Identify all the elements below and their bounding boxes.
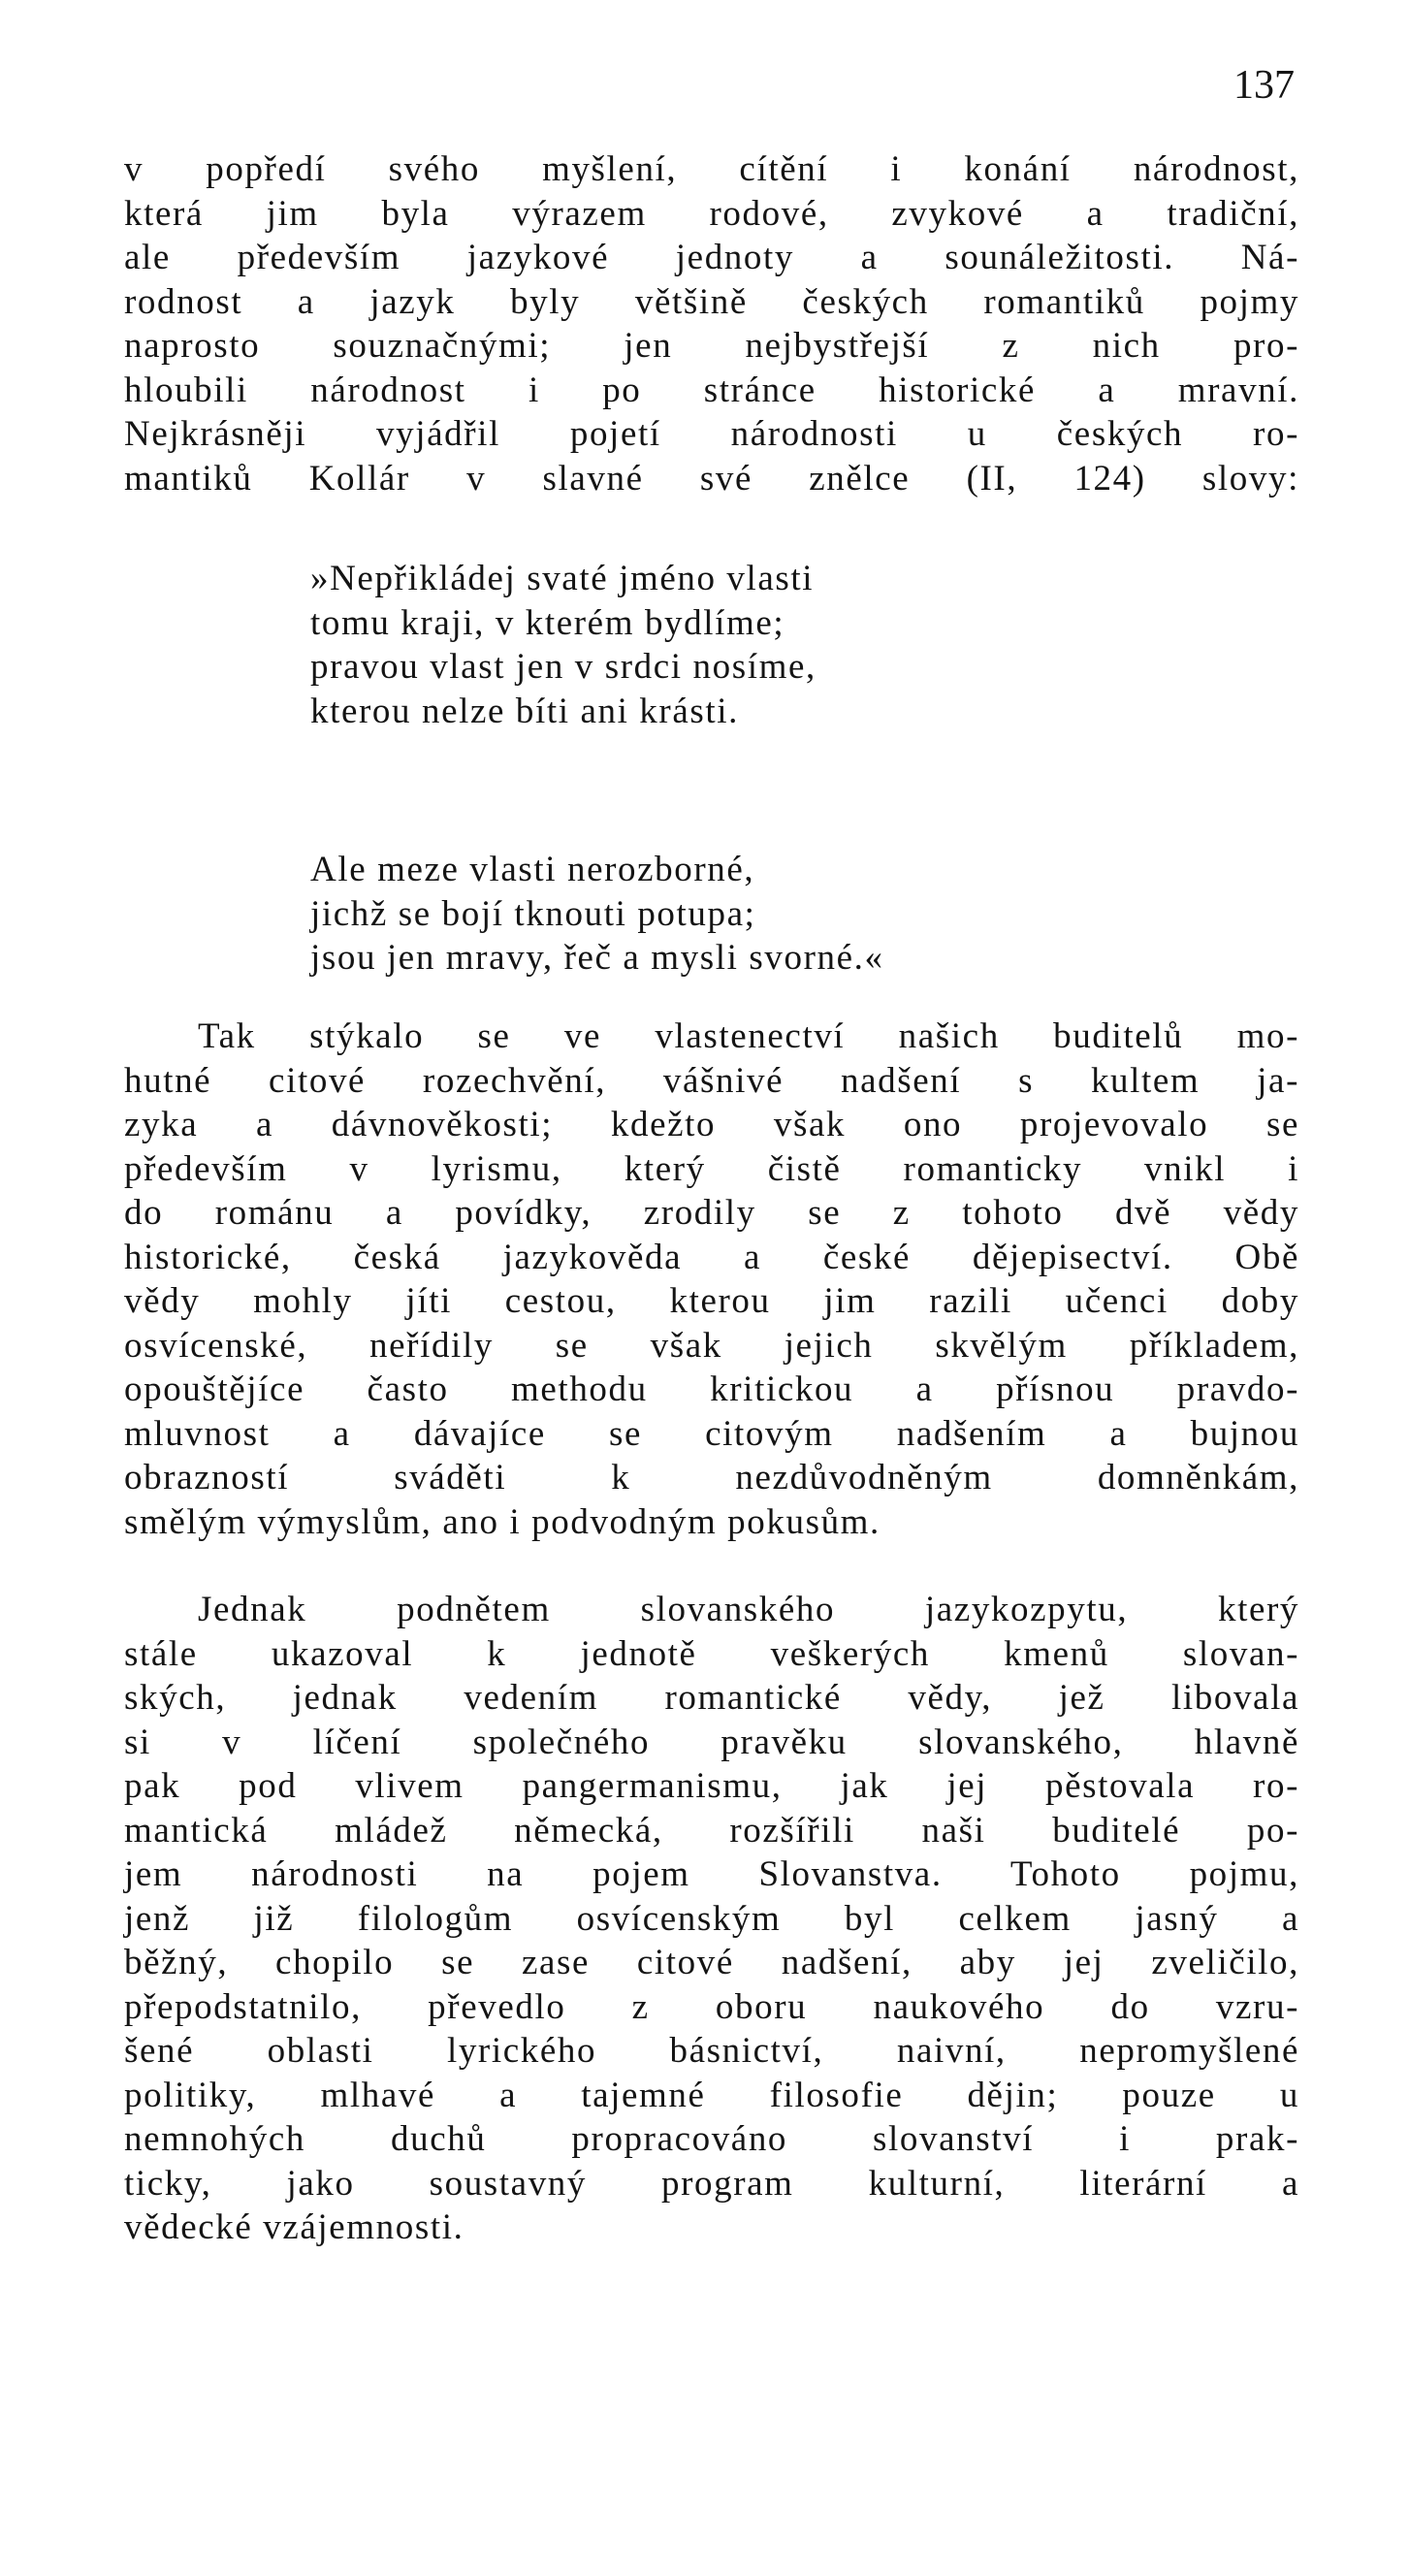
text-line: si v líčení společného pravěku slovanského, hlavně (124, 1722, 1299, 1762)
text-line: mantická mládež německá, rozšířili naši buditelé po- (124, 1810, 1299, 1851)
verse-stanza-1 (310, 557, 1183, 733)
text-line: Nejkrásněji vyjádřil pojetí národnosti u českých ro- (124, 414, 1299, 454)
text-line: přepodstatnilo, převedlo z oboru naukového do vzru- (124, 1986, 1299, 2027)
text-line: Jednak podnětem slovanského jazykozpytu, který (198, 1590, 1299, 1629)
verse-line: pravou vlast jen v srdci nosíme, (310, 647, 817, 687)
text-line: šené oblasti lyrického básnictví, naivní, nepromyšlené (124, 2031, 1299, 2071)
text-line: ticky, jako soustavný program kulturní, literární a (124, 2163, 1299, 2204)
verse-line: Ale meze vlasti nerozborné, (310, 850, 755, 889)
verse-line: tomu kraji, v kterém bydlíme; (310, 602, 785, 643)
verse-stanza-2 (310, 848, 1183, 981)
text-line: opouštějíce často methodu kritickou a přísnou pravdo- (124, 1369, 1299, 1409)
page-number: 137 (1233, 63, 1295, 108)
text-line: která jim byla výrazem rodové, zvykové a tradiční, (124, 193, 1299, 234)
text-line: zyka a dávnověkosti; kdežto však ono projevovalo se (124, 1105, 1299, 1144)
paragraph-2 (124, 1014, 1299, 1544)
text-line: naprosto souznačnými; jen nejbystřejší z nich pro- (124, 326, 1299, 366)
text-line: historické, česká jazykověda a české dějepisectví. Obě (124, 1237, 1299, 1277)
text-line: nemnohých duchů propracováno slovanství i prak- (124, 2119, 1299, 2159)
text-line: jem národnosti na pojem Slovanstva. Tohoto pojmu, (124, 1854, 1299, 1894)
text-line: především v lyrismu, který čistě romanticky vnikl i (124, 1148, 1299, 1189)
text-line: obrazností sváděti k nezdůvodněným domněnkám, (124, 1458, 1299, 1497)
verse-line: kterou nelze bíti ani krásti. (310, 691, 739, 731)
text-line: v popředí svého myšlení, cítění i konání národnost, (124, 149, 1299, 189)
paragraph-3 (124, 1588, 1299, 2250)
text-line: politiky, mlhavé a tajemné filosofie dějin; pouze u (124, 2075, 1299, 2115)
text-line: ských, jednak vedením romantické vědy, jež libovala (124, 1678, 1299, 1718)
text-line: vědy mohly jíti cestou, kterou jim razili učenci doby (124, 1281, 1299, 1321)
text-line: mluvnost a dávajíce se citovým nadšením a bujnou (124, 1413, 1299, 1454)
text-line: smělým výmyslům, ano i podvodným pokusům. (124, 1501, 881, 1542)
text-line: jenž již filologům osvícenským byl celkem jasný a (124, 1898, 1299, 1939)
text-line: běžný, chopilo se zase citové nadšení, aby jej zveličilo, (124, 1943, 1299, 1982)
text-line: ale především jazykové jednoty a sounáležitosti. Ná- (124, 238, 1299, 277)
verse-line: jsou jen mravy, řeč a mysli svorné.« (310, 938, 884, 978)
verse-line: »Nepřikládej svaté jméno vlasti (310, 559, 815, 598)
text-line: pak pod vlivem pangermanismu, jak jej pěstovala ro- (124, 1766, 1299, 1806)
text-line: vědecké vzájemnosti. (124, 2207, 464, 2247)
text-line: osvícenské, neřídily se však jejich skvělým příkladem, (124, 1325, 1299, 1366)
text-line: hloubili národnost i po stránce historické a mravní. (124, 370, 1299, 410)
text-line: mantiků Kollár v slavné své znělce (II, 124) slovy: (124, 458, 1299, 499)
text-line: Tak stýkalo se ve vlastenectví našich buditelů mo- (198, 1016, 1299, 1056)
text-line: rodnost a jazyk byly většině českých romantiků pojmy (124, 281, 1299, 322)
text-line: stále ukazoval k jednotě veškerých kmenů slovan- (124, 1633, 1299, 1674)
paragraph-1 (124, 147, 1299, 500)
verse-line: jichž se bojí tknouti potupa; (310, 893, 756, 934)
text-line: do románu a povídky, zrodily se z tohoto dvě vědy (124, 1193, 1299, 1233)
text-line: hutné citové rozechvění, vášnivé nadšení s kultem ja- (124, 1060, 1299, 1101)
